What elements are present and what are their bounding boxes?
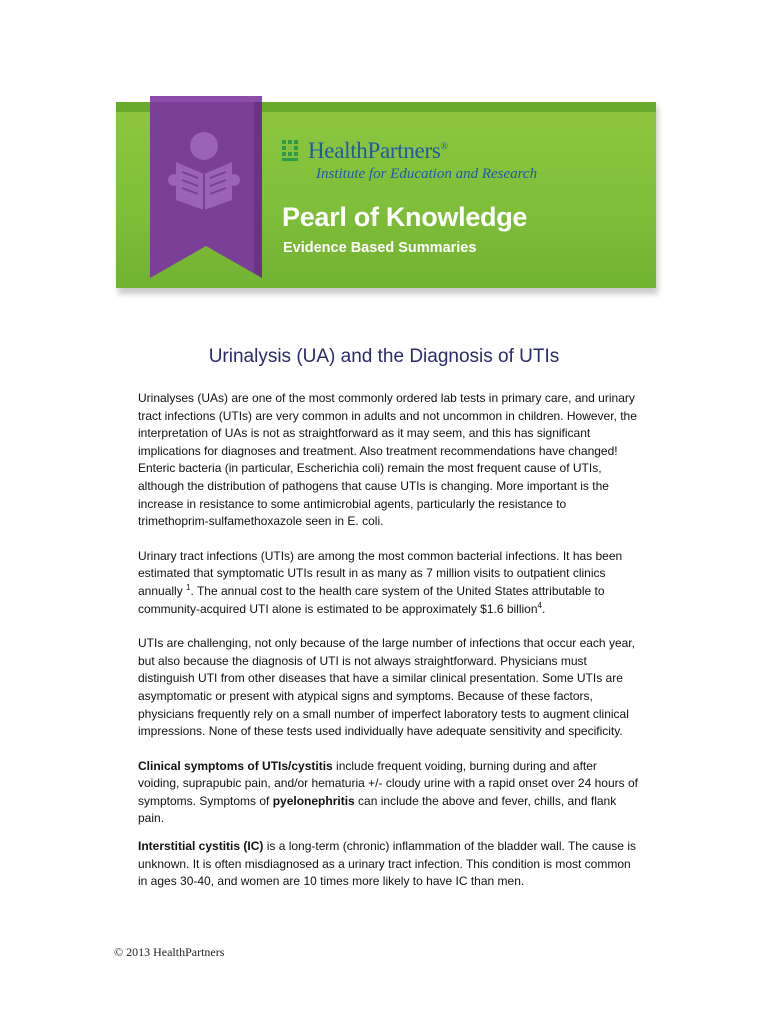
paragraph-epidemiology: Urinary tract infections (UTIs) are among the most common bacterial infections. It has been estimated that symptomatic UTIs result in as many as 7 million visits to outpatient clinics annually $^1$. The annual cost to the health care system of the United States attributable to community-acquired UTI alone is estimated to be approximately $1.6 billion$^4$.: [138, 548, 623, 616]
document-title: Urinalysis (UA) and the Diagnosis of UTIs: [208, 346, 560, 367]
paragraph-clinical-symptoms: Clinical symptoms of UTIs/cystitis include frequent voiding, burning during and after voiding, suprapubic pain, and/or hematuria +/- cloudy urine with a rapid onset over 24 hours of symptoms. Symptoms of pyelonephritis can include the above and fever, chills, and flank pain.: [138, 758, 638, 826]
paragraph-intro: Urinalyses (UAs) are one of the most commonly ordered lab tests in primary care, and urinary tract infections (UTIs) are very common in adults and not uncommon in children. However, the interpretation of UAs is not as straightforward as it may seem, and this has significant implications for diagnoses and treatment. Also treatment recommendations have changed! Enteric bacteria (in particular, Escherichia coli) remain the most frequent cause of UTIs, although the distribution of pathogens that cause UTIs is changing. More important is the increase in resistance to some antimicrobial agents, particularly the resistance to trimethoprim-sulfamethoxazole seen in E. coli.: [138, 391, 637, 529]
brand-name: HealthPartners®: [308, 138, 448, 163]
brand-subtitle: Institute for Education and Research: [316, 166, 538, 182]
document-body: [138, 390, 638, 908]
banner-title: Pearl of Knowledge: [282, 202, 528, 232]
paragraph-interstitial-cystitis: Interstitial cystitis (IC) is a long-term (chronic) inflammation of the bladder wall. The cause is unknown. It is often misdiagnosed as a urinary tract infection. This condition is most common in ages 30-40, and women are 10 times more likely to have IC than men.: [138, 839, 636, 889]
paragraph-challenges: UTIs are challenging, not only because of the large number of infections that occur each year, but also because the diagnosis of UTI is not always straightforward. Physicians must distinguish UTI from other diseases that have a similar clinical presentation. Some UTIs are asymptomatic or present with atypical signs and symptoms. Because of these factors, physicians frequently rely on a small number of imperfect laboratory tests to augment clinical impressions. None of these tests used individually have adequate sensitivity and specificity.: [138, 636, 635, 739]
copyright-footer: © 2013 HealthPartners: [114, 945, 225, 959]
banner-subtitle: Evidence Based Summaries: [283, 240, 477, 256]
healthpartners-logo-icon: [282, 140, 302, 162]
reference-4: 4: [537, 600, 542, 610]
reference-1: 1: [186, 582, 191, 592]
person-reading-book-icon: [150, 96, 262, 278]
